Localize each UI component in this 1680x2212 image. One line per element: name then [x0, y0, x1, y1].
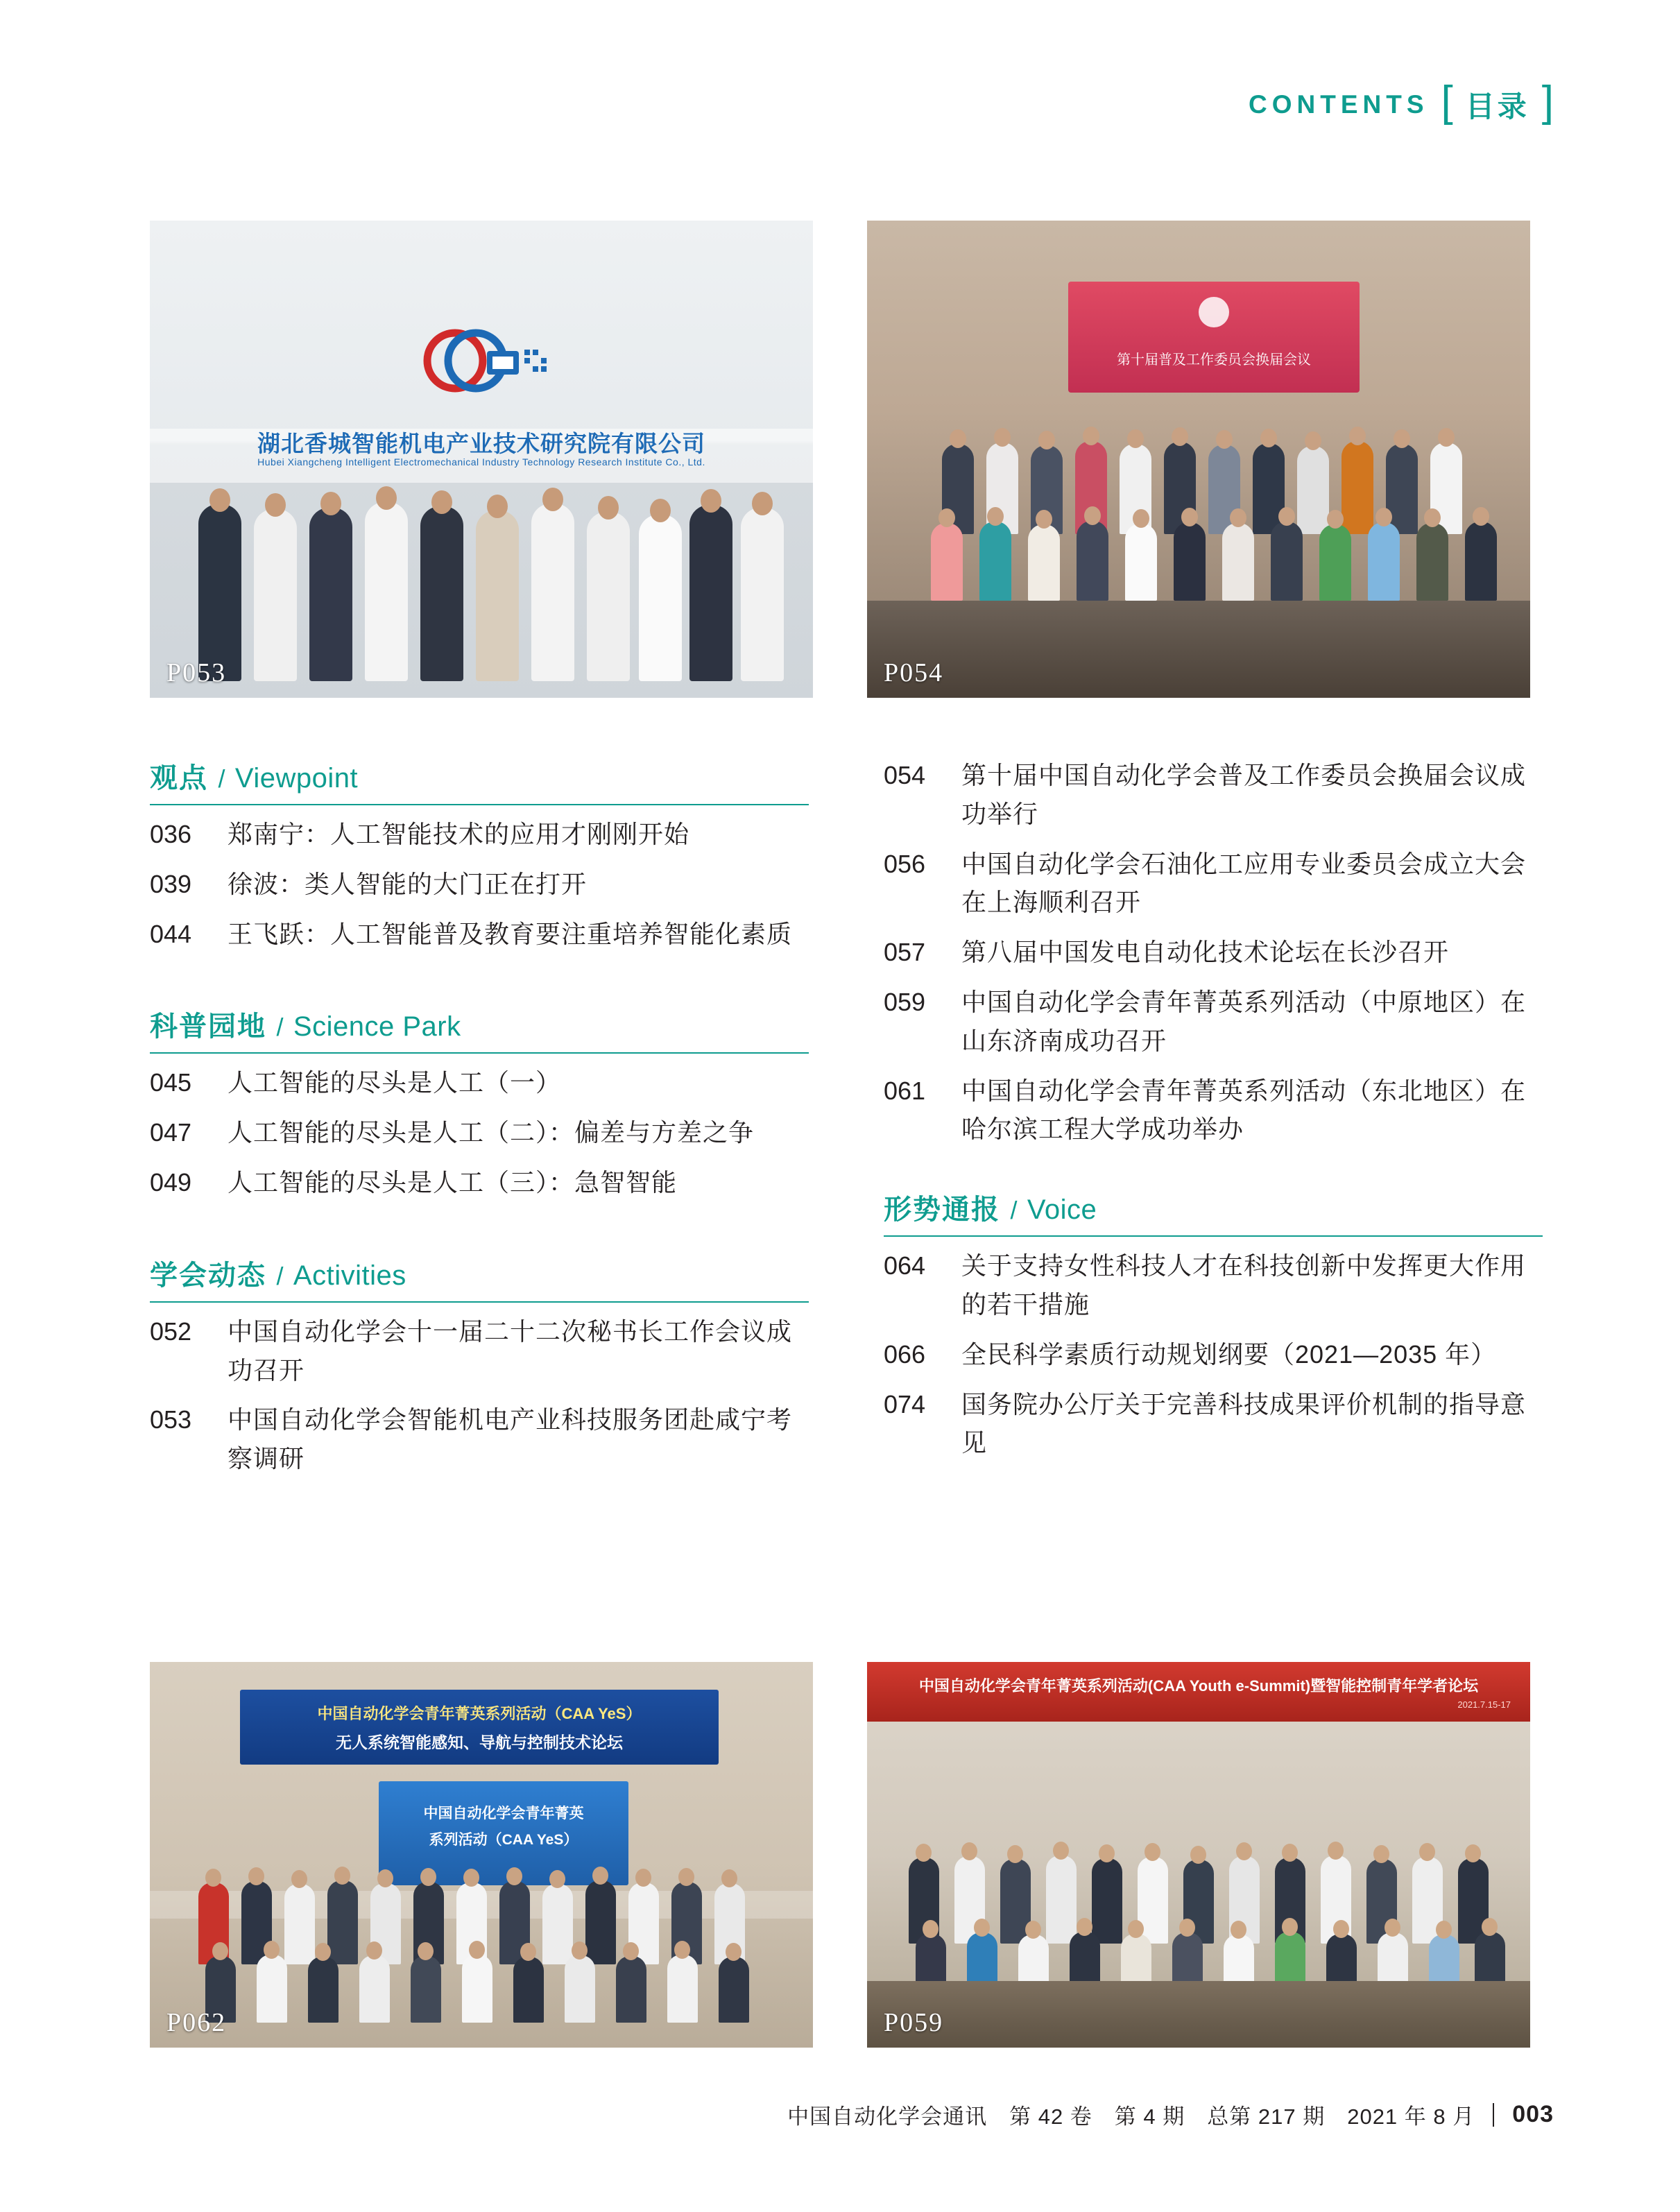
toc-entry-title: 中国自动化学会青年菁英系列活动（中原地区）在山东济南成功召开	[961, 987, 1527, 1055]
toc-entry-title: 第十届中国自动化学会普及工作委员会换届会议成功举行	[961, 761, 1527, 828]
toc-page-number: 049	[150, 1167, 192, 1197]
toc-page-number: 066	[884, 1339, 926, 1369]
contents-label: CONTENTS	[1249, 90, 1429, 119]
toc-entry[interactable]	[150, 815, 809, 854]
toc-section-science-park	[150, 1004, 809, 1201]
toc-entry-title: 中国自动化学会青年菁英系列活动（东北地区）在哈尔滨工程大学成功举办	[961, 1076, 1527, 1144]
photo-banner-date: 2021.7.15-17	[1457, 1699, 1511, 1710]
photo-caption: P054	[884, 658, 944, 687]
toc-entry[interactable]	[884, 1072, 1543, 1149]
toc-section-voice	[884, 1188, 1543, 1462]
page-footer	[787, 2099, 1554, 2130]
toc-entry[interactable]	[884, 983, 1543, 1061]
toc-entry-title: 人工智能的尽头是人工（一）	[228, 1068, 562, 1097]
toc-entry[interactable]	[150, 1312, 809, 1390]
photo-floor	[867, 1981, 1530, 2048]
toc-entry[interactable]	[150, 1163, 809, 1202]
photo-p062	[150, 1662, 813, 2048]
toc-entry[interactable]	[884, 756, 1543, 834]
toc-entry-title: 徐波：类人智能的大门正在打开	[228, 869, 588, 898]
toc-page-number: 074	[884, 1389, 926, 1418]
section-divider	[150, 1301, 809, 1303]
photo-conference-tables	[867, 601, 1530, 698]
toc-entry-title: 王飞跃：人工智能普及教育要注重培养智能化素质	[228, 919, 793, 948]
toc-entry-title: 第八届中国发电自动化技术论坛在长沙召开	[961, 938, 1450, 967]
photo-caption: P053	[166, 658, 227, 687]
photo-banner	[867, 1662, 1530, 1722]
section-divider	[150, 804, 809, 805]
page-header	[1249, 78, 1554, 126]
screen-line1: 中国自动化学会青年菁英	[423, 1806, 584, 1821]
photo-p059	[867, 1662, 1530, 2048]
section-title-en: Activities	[293, 1260, 406, 1291]
footer-page-number: 003	[1512, 2101, 1554, 2127]
section-spacer	[150, 964, 809, 1004]
toc-entry-title: 国务院办公厅关于完善科技成果评价机制的指导意见	[961, 1389, 1527, 1457]
section-separator: /	[276, 1013, 284, 1042]
section-spacer	[884, 1160, 1543, 1188]
toc-page-number: 057	[884, 938, 926, 967]
toc-entry[interactable]	[150, 1113, 809, 1152]
toc-entry-title: 中国自动化学会智能机电产业科技服务团赴咸宁考察调研	[228, 1405, 793, 1473]
bracket-right: ]	[1541, 78, 1554, 126]
photo-p053	[150, 221, 813, 698]
toc-page-number: 061	[884, 1076, 926, 1105]
toc-page-number: 056	[884, 849, 926, 878]
toc-page-number: 052	[150, 1317, 192, 1346]
toc-column-right	[884, 756, 1543, 1473]
toc-section-activities-continued	[884, 756, 1543, 1149]
toc-entry[interactable]	[150, 915, 809, 954]
photo-stage-screen	[379, 1781, 628, 1885]
photo-banner-line2: 无人系统智能感知、导航与控制技术论坛	[336, 1733, 623, 1751]
toc-entry[interactable]	[884, 933, 1543, 972]
section-separator: /	[276, 1261, 284, 1290]
section-separator: /	[218, 764, 225, 793]
toc-entry[interactable]	[150, 865, 809, 904]
footer-divider	[1493, 2103, 1494, 2127]
toc-entry[interactable]	[884, 1335, 1543, 1374]
toc-column-left	[150, 756, 809, 1489]
footer-publication-info: 中国自动化学会通讯 第 42 卷 第 4 期 总第 217 期 2021 年 8 月	[787, 2104, 1475, 2129]
toc-entry[interactable]	[884, 845, 1543, 923]
section-title-en: Viewpoint	[234, 763, 359, 794]
toc-section-activities	[150, 1253, 809, 1478]
toc-entry[interactable]	[150, 1400, 809, 1478]
toc-entry-title: 中国自动化学会石油化工应用专业委员会成立大会在上海顺利召开	[961, 849, 1527, 917]
screen-text: 第十届普及工作委员会换届会议	[1117, 352, 1311, 368]
section-spacer	[150, 1213, 809, 1253]
photo-banner-line1: 中国自动化学会青年菁英系列活动（CAA YeS）	[317, 1705, 642, 1722]
section-heading	[150, 1253, 809, 1293]
photo-banner-title: 中国自动化学会青年菁英系列活动(CAA Youth e-Summit)暨智能控制青年学者论坛	[918, 1677, 1479, 1695]
institute-logo-icon	[405, 325, 558, 408]
contents-label-zh: 目录	[1465, 90, 1529, 123]
toc-page-number: 059	[884, 987, 926, 1016]
toc-page-number: 053	[150, 1405, 192, 1434]
photo-banner-subtitle: Hubei Xiangcheng Intelligent Electromechanical Industry Technology Research Institute Co., Ltd.	[257, 456, 705, 468]
section-title-en: Science Park	[293, 1011, 461, 1043]
photo-caption: P062	[166, 2008, 227, 2037]
bracket-left: [	[1441, 78, 1453, 126]
toc-entry-title: 全民科学素质行动规划纲要（2021—2035 年）	[961, 1339, 1497, 1369]
toc-entry[interactable]	[884, 1246, 1543, 1324]
photo-stage-screen	[1068, 282, 1360, 393]
toc-section-viewpoint	[150, 756, 809, 953]
section-heading	[150, 756, 809, 796]
section-title-en: Voice	[1027, 1194, 1097, 1226]
toc-entry-title: 人工智能的尽头是人工（三）：急智智能	[228, 1167, 678, 1197]
section-title-zh: 科普园地	[150, 1011, 266, 1043]
toc-entry-title: 关于支持女性科技人才在科技创新中发挥更大作用的若干措施	[961, 1251, 1527, 1319]
section-title-zh: 形势通报	[884, 1194, 1000, 1226]
toc-page-number: 064	[884, 1251, 926, 1280]
toc-entry[interactable]	[884, 1385, 1543, 1463]
photo-banner-title: 湖北香城智能机电产业技术研究院有限公司	[257, 431, 705, 456]
toc-entry-title: 郑南宁：人工智能技术的应用才刚刚开始	[228, 820, 690, 848]
toc-page-number: 036	[150, 820, 192, 848]
section-heading	[150, 1004, 809, 1044]
section-title-zh: 学会动态	[150, 1260, 266, 1291]
section-divider	[884, 1235, 1543, 1237]
toc-page-number: 045	[150, 1068, 192, 1097]
toc-page-number: 044	[150, 919, 192, 948]
photo-p054	[867, 221, 1530, 698]
section-title-zh: 观点	[150, 763, 208, 794]
section-divider	[150, 1052, 809, 1054]
section-heading	[884, 1188, 1543, 1227]
photo-caption: P059	[884, 2008, 944, 2037]
toc-entry-title: 中国自动化学会十一届二十二次秘书长工作会议成功召开	[228, 1317, 793, 1384]
toc-page-number: 047	[150, 1118, 192, 1147]
photo-group-people	[150, 420, 813, 698]
toc-entry-title: 人工智能的尽头是人工（二）：偏差与方差之争	[228, 1118, 755, 1147]
photo-banner	[240, 1690, 719, 1765]
toc-page-number: 054	[884, 761, 926, 789]
section-separator: /	[1010, 1196, 1018, 1225]
toc-entry[interactable]	[150, 1063, 809, 1102]
toc-page-number: 039	[150, 869, 192, 898]
screen-line2: 系列活动（CAA YeS）	[429, 1832, 578, 1848]
screen-logo-icon	[1199, 297, 1229, 327]
